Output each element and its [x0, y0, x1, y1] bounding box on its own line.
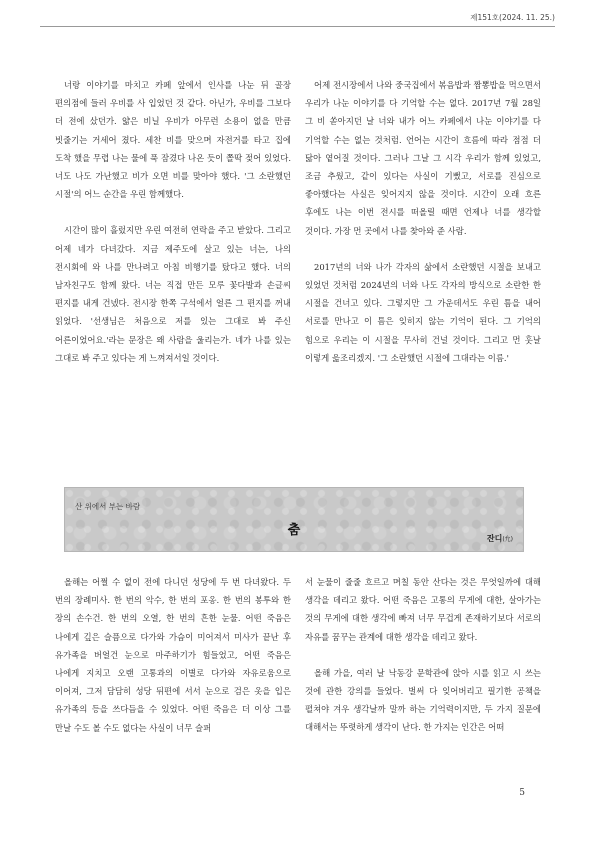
- column-title: 춤: [287, 523, 301, 538]
- author-hanja: (允): [502, 536, 513, 543]
- article-column-top-left: [55, 76, 291, 367]
- article-column-bottom-left: [55, 573, 291, 737]
- column-author: [487, 533, 513, 544]
- header-divider: [40, 26, 555, 27]
- paragraph: 2017년의 너와 나가 각자의 삶에서 소란했던 시절을 보내고 있었던 것처럼 2024년의 너와 나도 각자의 방식으로 소란한 한 시절을 건너고 있다. 그렇지만 그 가운데서도 우린 틈을 내어 서로를 만나고 이 틈은 잊히지 않는 기억이 된다. 그 기억의 힘으로 우리는 이 시절을 무사히 건널 것이다. 그리고 먼 훗날 이렇게 읊조리겠지. '그 소란했던 시절에 그대라는 이름.': [305, 261, 541, 363]
- page-number: 5: [519, 788, 525, 798]
- article-column-bottom-right: [305, 573, 541, 737]
- issue-number: 제151호(2024. 11. 25.): [470, 13, 555, 22]
- article-column-top-right: [305, 76, 541, 367]
- column-title-banner: [64, 487, 524, 552]
- paragraph: 너랑 이야기를 마치고 카페 앞에서 인사를 나눈 뒤 골장 편의점에 들러 우비를 사 입었던 것 같다. 아닌가, 우비를 그보다 더 전에 샀던가. 얇은 비닐 우비가 아무런 소용이 없을 만큼 빗줄기는 거세어 졌다. 세찬 비를 맞으며 자전거를 타고 집에 도착 했을 무렵 나는 물에 푹 잠겼다 나온 듯이 쫄딱 젖어 있었다. 너도 나도 가난했고 비가 오면 비를 맞아야 했다. '그 소란했던 시절'의 어느 순간을 우린 함께했다.: [55, 80, 291, 200]
- paragraph: 서 눈물이 줄줄 흐르고 며칠 동안 산다는 것은 무엇일까에 대해 생각을 데리고 왔다. 어떤 죽음은 고통의 무게에 대한, 살아가는 것의 무게에 대한 생각에 빠져 너무 무겁게 존재하기보다 서로의 자유를 꿈꾸는 관계에 대한 생각을 데리고 왔다.: [305, 577, 541, 642]
- paragraph: 시간이 많이 흘렀지만 우린 여전히 연락을 주고 받았다. 그리고 어제 네가 다녀갔다. 지금 제주도에 살고 있는 너는, 나의 전시회에 와 나를 만나려고 아침 비행기를 탔다고 했다. 너의 남자친구도 함께 왔다. 너는 직접 만든 모루 꽃다발과 손글씨 편지를 내게 건넸다. 전시장 한쪽 구석에서 얼른 그 편지를 꺼내 읽었다. '선생님은 처음으로 저를 있는 그대로 봐 주신 어른이었어요.'라는 문장은 왜 사람을 울리는가. 네가 나를 있는 그대로 봐 주고 있다는 게 느껴져서일 것이다.: [55, 225, 291, 363]
- paragraph: 올해 가을, 여러 날 낙동강 문학관에 앉아 시를 읽고 시 쓰는 것에 관한 강의를 들었다. 벌써 다 잊어버리고 필기한 공책을 펼쳐야 겨우 생각날까 말까 하는 기억력이지만, 두 가지 질문에 대해서는 뚜렷하게 생각이 난다. 한 가지는 인간은 어떠: [305, 667, 541, 733]
- paragraph: 어제 전시장에서 나와 중국집에서 볶음밥과 짬뽕밥을 먹으면서 우리가 나눈 이야기를 다 기억할 수는 없다. 2017년 7월 28일 그 비 쏟아지던 날 너와 내가 어느 카페에서 나눈 이야기를 다 기억할 수는 없는 것처럼. 언어는 시간이 흐름에 따라 점점 더 닳아 옅어질 것이다. 그러나 그날 그 시각 우리가 함께 있었고, 조금 추웠고, 같이 있다는 사실이 기뻤고, 서로를 진심으로 좋아했다는 사실은 잊어지지 않을 것이다. 시간이 오래 흐른 후에도 나는 이번 전시를 떠올릴 때면 언제나 너를 생각할 것이다. 가장 먼 곳에서 나를 찾아와 준 사람.: [305, 80, 541, 236]
- column-series-name: 산 위에서 부는 바람: [75, 502, 141, 511]
- paragraph: 올해는 어쩔 수 없이 전에 다니던 성당에 두 번 다녀왔다. 두 번의 장례미사. 한 번의 악수, 한 번의 포옹. 한 번의 봉투와 한 장의 손수건. 한 번의 오열, 한 번의 흔한 눈물. 어떤 죽음은 나에게 깊은 슬픔으로 다가와 가슴이 미어져서 미사가 끝난 후 유가족을 버얼건 눈으로 마주하기가 힘들었고, 어떤 죽음은 나에게 지치고 오랜 고통과의 이별로 다가와 자유로움으로 이어져, 그저 담담히 성당 뒤편에 서서 눈으로 검은 옷을 입은 유가족의 등을 쓰다듬을 수 있었다. 어떤 죽음은 더 이상 그를 만날 수도 볼 수도 없다는 사실이 너무 슬퍼: [55, 577, 291, 733]
- author-name: 잔디: [486, 534, 503, 543]
